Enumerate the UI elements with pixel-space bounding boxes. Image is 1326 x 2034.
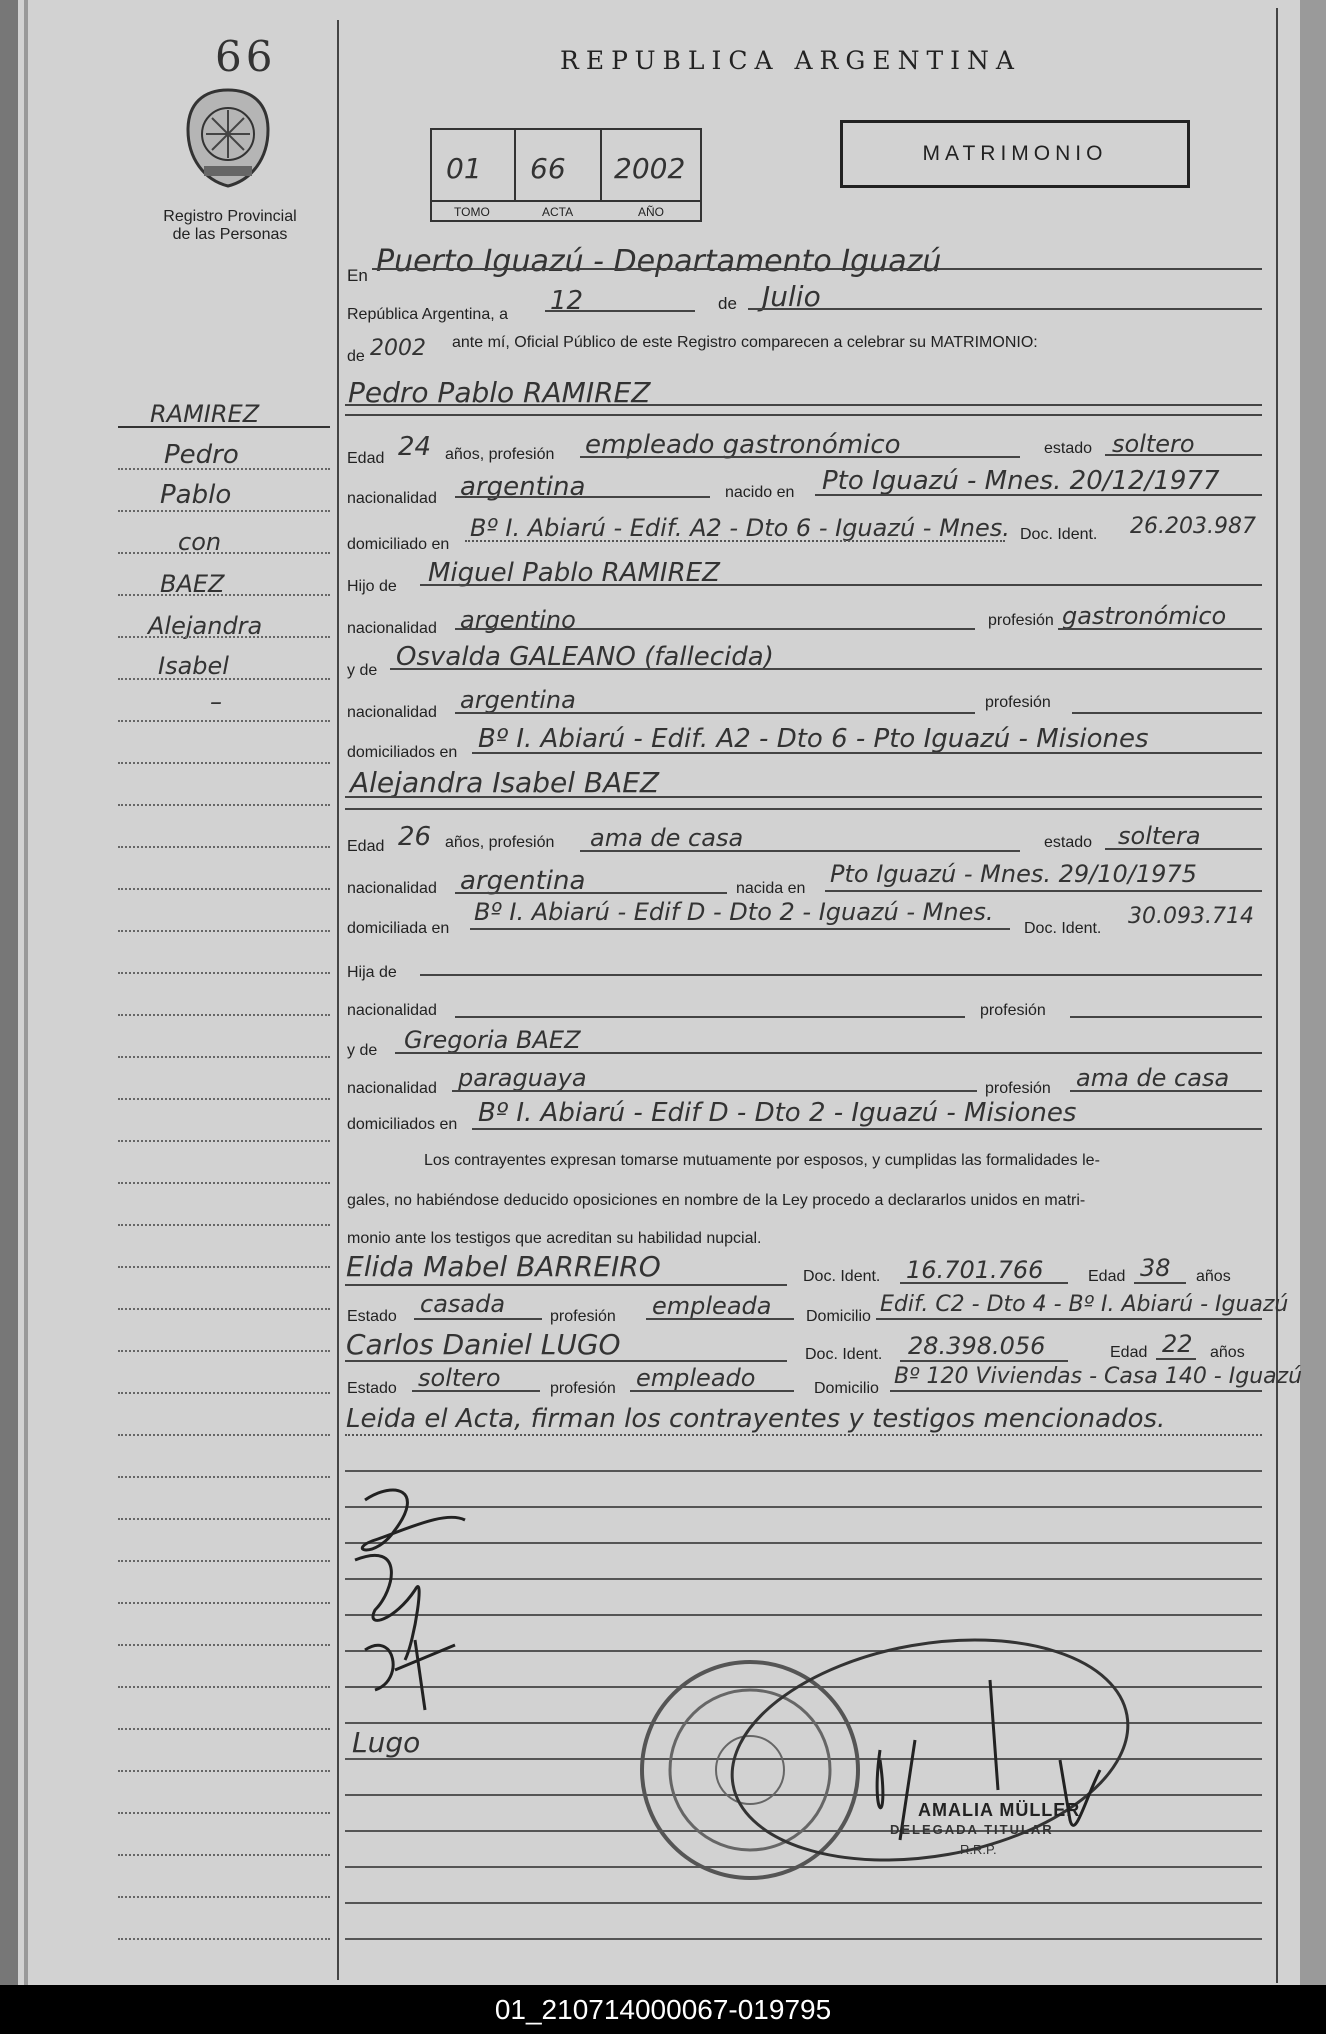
margin-rule <box>118 1224 330 1226</box>
margin-rule <box>118 762 330 764</box>
country-heading: REPUBLICA ARGENTINA <box>560 46 1021 75</box>
margin-line-4: con <box>178 528 222 556</box>
closing-text: Leida el Acta, firman los contrayentes y testigos mencionados. <box>346 1404 1166 1434</box>
label-domiciliada-en: domiciliada en <box>347 920 450 937</box>
margin-rule <box>118 636 330 638</box>
witness1-address: Edif. C2 - Dto 4 - Bº I. Abiarú - Iguazú <box>880 1292 1289 1317</box>
margin-rule <box>118 1728 330 1730</box>
label-profesion-father: profesión <box>988 612 1054 629</box>
witness1-status-line <box>414 1318 542 1320</box>
witness2-age: 22 <box>1162 1330 1193 1358</box>
label-republica: República Argentina, a <box>347 306 508 323</box>
page-edge-right <box>1300 0 1326 1985</box>
margin-rule <box>118 1938 330 1940</box>
bride-father-nationality-line <box>455 1016 965 1018</box>
margin-rule <box>118 1350 330 1352</box>
bride-age: 26 <box>398 822 432 852</box>
groom-father-nationality-line <box>455 628 975 630</box>
label-hijo-de: Hijo de <box>347 578 397 595</box>
label-ante-mi: ante mí, Oficial Público de este Registro comparecen a celebrar su MATRIMONIO: <box>452 334 1038 351</box>
registry-line-1: Registro Provincial <box>163 208 297 225</box>
margin-rule <box>118 1644 330 1646</box>
label-estado-w1: Estado <box>347 1308 397 1325</box>
groom-profession: empleado gastronómico <box>585 430 901 460</box>
right-border <box>1276 8 1278 1983</box>
witness1-profession: empleada <box>652 1292 772 1320</box>
groom-mother-line <box>390 668 1262 670</box>
witness2-doc-line <box>900 1360 1068 1362</box>
groom-birth-line <box>815 494 1262 496</box>
bride-mother-nationality: paraguaya <box>458 1064 587 1092</box>
place: Puerto Iguazú - Departamento Iguazú <box>376 244 942 279</box>
label-estado: estado <box>1044 440 1093 457</box>
margin-line-3: Pablo <box>160 480 232 510</box>
witness1-doc-line <box>900 1282 1068 1284</box>
registry-name <box>150 208 310 244</box>
label-anos-w2: años <box>1210 1344 1245 1361</box>
margin-rule <box>118 1098 330 1100</box>
acta-cell <box>516 130 602 200</box>
label-domiciliados-en: domiciliados en <box>347 744 458 761</box>
label-edad-w1: Edad <box>1088 1268 1126 1285</box>
record-type-box: MATRIMONIO <box>840 120 1190 188</box>
label-de-2: de <box>347 348 365 365</box>
statement-line-1: Los contrayentes expresan tomarse mutuamente por esposos, y cumplidas las formalidades le- <box>424 1152 1100 1169</box>
margin-rule <box>118 1434 330 1436</box>
margin-line-1: RAMIREZ <box>150 400 260 428</box>
folio-number: 66 <box>215 32 277 81</box>
groom-nationality-line <box>455 496 710 498</box>
groom-profession-line <box>580 456 1020 458</box>
witness1-status: casada <box>420 1290 506 1318</box>
groom-birth: Pto Iguazú - Mnes. 20/12/1977 <box>822 466 1220 496</box>
witness2-name: Carlos Daniel LUGO <box>346 1328 621 1361</box>
label-profesion-mother: profesión <box>985 694 1051 711</box>
ano-cell <box>602 130 700 200</box>
groom-nationality: argentina <box>460 472 586 502</box>
record-number-box <box>430 128 702 222</box>
groom-mother-nationality-line <box>455 712 975 714</box>
groom-name-line-2 <box>345 414 1262 416</box>
label-profesion-w2: profesión <box>550 1380 616 1397</box>
witness1-address-line <box>876 1318 1262 1320</box>
ano-value: 2002 <box>614 152 686 185</box>
page-edge <box>0 0 18 1985</box>
bride-birth-line <box>825 890 1262 892</box>
bride-status-line <box>1105 848 1262 850</box>
margin-rule <box>118 1476 330 1478</box>
official-stamp-icon <box>630 1620 1200 1920</box>
day: 12 <box>550 286 584 316</box>
witness1-profession-line <box>646 1318 794 1320</box>
groom-father-profession-line <box>1058 628 1262 630</box>
margin-line-6: Alejandra <box>148 612 263 640</box>
margin-rule <box>118 1056 330 1058</box>
registry-line-2: de las Personas <box>172 226 288 243</box>
label-profesion-bride-mother: profesión <box>985 1080 1051 1097</box>
label-nacionalidad-bride-mother: nacionalidad <box>347 1080 437 1097</box>
year: 2002 <box>370 336 426 361</box>
groom-address: Bº I. Abiarú - Edif. A2 - Dto 6 - Iguazú - Mnes. <box>470 514 1010 542</box>
margin-rule <box>118 846 330 848</box>
blank-rule <box>345 1938 1262 1940</box>
bride-mother-nationality-line <box>452 1090 977 1092</box>
bride-parents-address-line <box>472 1128 1262 1130</box>
document-id-footer: 01_210714000067-019795 <box>0 1985 1326 2034</box>
margin-rule <box>118 804 330 806</box>
margin-rule <box>118 1140 330 1142</box>
label-nacionalidad-father: nacionalidad <box>347 620 437 637</box>
margin-line-2: Pedro <box>164 440 239 470</box>
label-profesion-bride-father: profesión <box>980 1002 1046 1019</box>
bride-status: soltera <box>1118 822 1201 850</box>
margin-rule <box>118 972 330 974</box>
margin-rule <box>118 1266 330 1268</box>
label-estado-bride: estado <box>1044 834 1093 851</box>
bride-nationality: argentina <box>460 866 586 896</box>
bride-mother-line <box>395 1052 1262 1054</box>
bride-mother-profession-line <box>1070 1090 1262 1092</box>
official-name: AMALIA MÜLLER <box>918 1800 1081 1820</box>
groom-mother: Osvalda GALEANO (fallecida) <box>396 642 774 672</box>
margin-rule <box>118 510 330 512</box>
witness2-age-line <box>1156 1358 1196 1360</box>
groom-parents-address: Bº I. Abiarú - Edif. A2 - Dto 6 - Pto Iguazú - Misiones <box>478 724 1149 754</box>
label-profesion-w1: profesión <box>550 1308 616 1325</box>
witness-signature: Lugo <box>352 1726 421 1759</box>
groom-father-profession: gastronómico <box>1062 602 1227 630</box>
label-nacionalidad-bride-father: nacionalidad <box>347 1002 437 1019</box>
bride-father-profession-line <box>1070 1016 1262 1018</box>
bride-name: Alejandra Isabel BAEZ <box>350 766 660 799</box>
bride-father-line <box>420 974 1262 976</box>
witness1-name: Elida Mabel BARREIRO <box>346 1250 661 1283</box>
label-estado-w2: Estado <box>347 1380 397 1397</box>
month-line <box>748 308 1262 310</box>
margin-rule <box>118 1896 330 1898</box>
bride-mother-profession: ama de casa <box>1076 1064 1230 1092</box>
label-hija-de: Hija de <box>347 964 397 981</box>
label-doc-ident-bride: Doc. Ident. <box>1024 920 1102 937</box>
margin-rule <box>118 1518 330 1520</box>
witness2-name-line <box>345 1360 787 1362</box>
margin-rule <box>118 1686 330 1688</box>
groom-father-nationality: argentino <box>460 606 576 634</box>
margin-rule <box>118 1770 330 1772</box>
provincial-seal-icon <box>178 86 278 190</box>
groom-status-line <box>1105 454 1262 456</box>
groom-doc: 26.203.987 <box>1130 514 1256 539</box>
margin-rule <box>118 720 330 722</box>
witness2-address: Bº 120 Viviendas - Casa 140 - Iguazú <box>894 1364 1303 1389</box>
groom-mother-profession-line <box>1072 712 1262 714</box>
day-line <box>545 310 695 312</box>
margin-rule <box>118 1392 330 1394</box>
witness1-age: 38 <box>1140 1254 1171 1282</box>
handwritten-signatures <box>335 1470 515 1760</box>
margin-rule <box>118 1014 330 1016</box>
closing-line <box>345 1434 1262 1436</box>
month: Julio <box>762 280 821 313</box>
tomo-label: TOMO <box>454 205 490 219</box>
label-nacida-en: nacida en <box>736 880 806 897</box>
groom-status: soltero <box>1112 430 1195 458</box>
witness1-age-line <box>1134 1282 1186 1284</box>
margin-rule <box>118 888 330 890</box>
label-doc-ident: Doc. Ident. <box>1020 526 1098 543</box>
margin-line-7: Isabel <box>158 652 229 680</box>
label-anos-w1: años <box>1196 1268 1231 1285</box>
margin-rule <box>118 930 330 932</box>
witness2-status: soltero <box>418 1364 501 1392</box>
groom-name-line <box>345 404 1262 406</box>
groom-mother-nationality: argentina <box>460 686 576 714</box>
bride-parents-address: Bº I. Abiarú - Edif D - Dto 2 - Iguazú - Misiones <box>478 1098 1077 1128</box>
groom-father-line <box>420 584 1262 586</box>
label-nacido-en: nacido en <box>725 484 795 501</box>
label-edad: Edad <box>347 450 385 467</box>
bride-birth: Pto Iguazú - Mnes. 29/10/1975 <box>830 860 1197 888</box>
official-abbr: R.R.P. <box>960 1842 997 1857</box>
bride-name-line <box>345 796 1262 798</box>
statement-line-3: monio ante los testigos que acreditan su habilidad nupcial. <box>347 1230 762 1247</box>
label-nacionalidad-mother: nacionalidad <box>347 704 437 721</box>
witness2-profession-line <box>630 1390 794 1392</box>
margin-rule <box>118 1560 330 1562</box>
margin-rule <box>118 552 330 554</box>
margin-rule <box>118 468 330 470</box>
label-domicilio-w1: Domicilio <box>806 1308 871 1325</box>
bride-address-line <box>470 928 1010 930</box>
bride-doc: 30.093.714 <box>1128 904 1254 929</box>
margin-rule <box>118 1812 330 1814</box>
bride-profession-line <box>580 850 1020 852</box>
label-edad-w2: Edad <box>1110 1344 1148 1361</box>
witness1-name-line <box>345 1284 787 1286</box>
official-title: DELEGADA TITULAR <box>890 1822 1054 1837</box>
label-en: En <box>347 266 368 285</box>
label-y-de-bride: y de <box>347 1042 378 1059</box>
bride-address: Bº I. Abiarú - Edif D - Dto 2 - Iguazú - Mnes. <box>474 898 994 926</box>
label-domiciliados-en-bride: domiciliados en <box>347 1116 458 1133</box>
label-doc-ident-w1: Doc. Ident. <box>803 1268 881 1285</box>
acta-label: ACTA <box>542 205 574 219</box>
ano-label: AÑO <box>638 205 665 219</box>
statement-line-2: gales, no habiéndose deducido oposiciones en nombre de la Ley procedo a declararlos unidos en matri- <box>347 1192 1086 1209</box>
margin-line-8: – <box>210 688 222 716</box>
record-labels-row <box>432 200 700 222</box>
label-de-1: de <box>718 294 737 313</box>
label-anos-profesion: años, profesión <box>445 446 555 463</box>
margin-rule <box>118 1854 330 1856</box>
witness2-profession: empleado <box>636 1364 756 1392</box>
label-y-de: y de <box>347 662 378 679</box>
label-domiciliado-en: domiciliado en <box>347 536 450 553</box>
groom-parents-address-line <box>472 752 1262 754</box>
groom-address-line <box>465 540 1005 542</box>
groom-age: 24 <box>398 432 432 462</box>
label-anos-profesion-bride: años, profesión <box>445 834 555 851</box>
margin-rule <box>118 594 330 596</box>
margin-line-5: BAEZ <box>160 570 225 598</box>
witness2-doc: 28.398.056 <box>908 1332 1046 1360</box>
witness2-status-line <box>412 1390 540 1392</box>
page-edge-line <box>24 0 28 1985</box>
bride-nationality-line <box>455 892 727 894</box>
bride-profession: ama de casa <box>590 824 744 852</box>
witness2-address-line <box>890 1390 1262 1392</box>
label-domicilio-w2: Domicilio <box>814 1380 879 1397</box>
witness1-doc: 16.701.766 <box>906 1256 1044 1284</box>
bride-name-line-2 <box>345 808 1262 810</box>
margin-rule <box>118 1308 330 1310</box>
groom-father: Miguel Pablo RAMIREZ <box>428 558 720 588</box>
margin-rule <box>118 1182 330 1184</box>
label-nacionalidad: nacionalidad <box>347 490 437 507</box>
acta-value: 66 <box>530 152 566 185</box>
groom-name: Pedro Pablo RAMIREZ <box>348 376 651 409</box>
margin-rule <box>118 1602 330 1604</box>
tomo-cell <box>432 130 516 200</box>
bride-mother: Gregoria BAEZ <box>404 1026 581 1054</box>
label-nacionalidad-bride: nacionalidad <box>347 880 437 897</box>
label-edad-bride: Edad <box>347 838 385 855</box>
label-doc-ident-w2: Doc. Ident. <box>805 1346 883 1363</box>
place-line <box>372 268 1262 270</box>
tomo-value: 01 <box>446 152 482 185</box>
margin-rule <box>118 678 330 680</box>
